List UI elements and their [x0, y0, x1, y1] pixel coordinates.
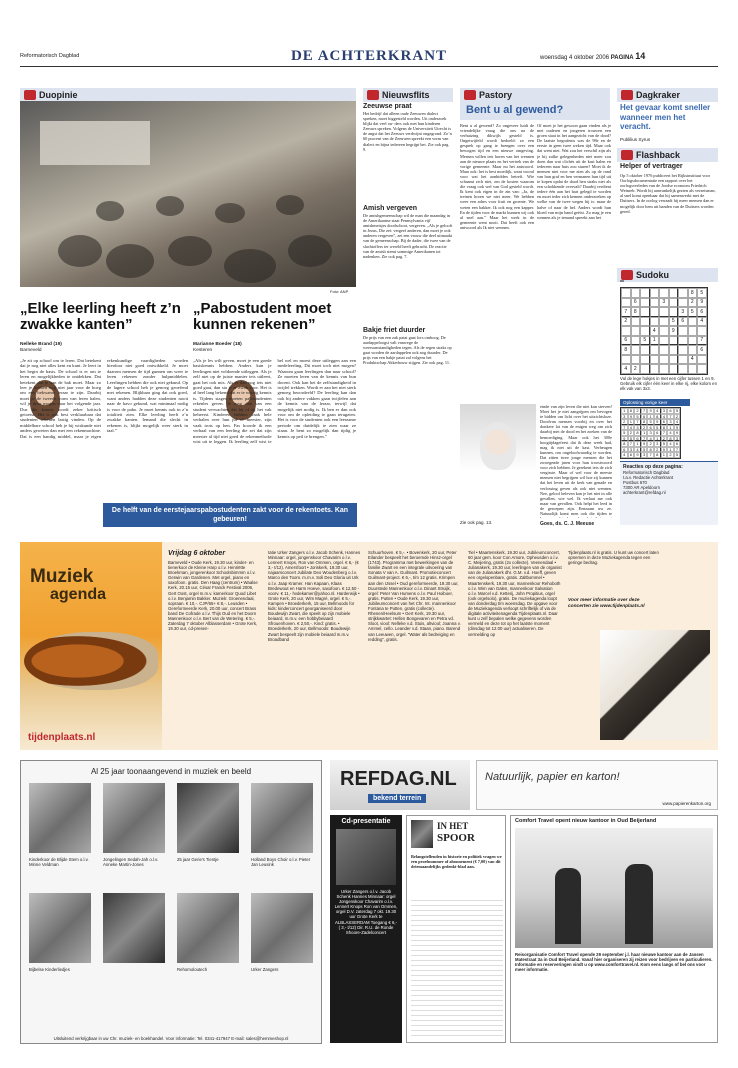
solution-cell: 4 [654, 408, 661, 414]
sudoku-cell[interactable] [688, 317, 698, 327]
nieuwsflits-header [363, 88, 453, 102]
dagkraker-icon [621, 90, 633, 100]
sudoku-cell[interactable]: 9 [669, 326, 679, 336]
solution-cell: 8 [641, 419, 648, 425]
pastory-col-1: Bent u al gewend? Zo ongeveer luidt de vriendelijke vraag die ons na de verhuizing dikwijls gesteld is. Ongetwijfeld wordt bedoeld: zo een gesprek op gang te brengen over een bewogen tijd en een nieuwe omgeving. Mensen willen iets horen van het wennen aan de nieuwe plaats en het vertrek van de vorige gemeente. Maar nu het antwoord. Maar ook: het is best moeilijk, want vooral voor wat het aanbidden betreft. Wie schaamt zich niet, om de kosten waarom die vraag ook wel van God gesteld wordt. Ik kent ook eigen in de zin van: „Ja, de treinen horen we niet meer. We hebben weer een adres voor fruit en groente. We weten een bakker. Ik ook nog een kapper. En de tijden voor de markt kunnen wij ook al snel aan.” Maar het werk in de gemeente went nooit. Dat heeft ook een antwoord als Ik niet wennen. [460, 123, 534, 230]
news-title: Amish vergeven [363, 205, 418, 212]
solution-cell: 5 [674, 408, 681, 414]
date-block [540, 51, 645, 61]
solution-cell: 1 [641, 430, 648, 436]
solution-cell: 5 [647, 419, 654, 425]
sudoku-cell[interactable]: 4 [650, 326, 660, 336]
solution-cell: 7 [647, 452, 654, 458]
solution-cell: 1 [647, 414, 654, 420]
cd-cover [103, 783, 165, 853]
solution-cell: 3 [674, 436, 681, 442]
paper-name: Reformatorisch Dagblad [20, 53, 80, 59]
news-body: De prijs van een zak patat gaat fors omhoog. De aardappeloogst valt vanwege de weersomstandigheden tegen. Als de regen straks op gaat worden de aardappelen ook nog duurder. De prijs van een bakje patat zal volgens het Produktschap Akkerbouw stijgen. Zie ook pag. 11. [363, 335, 452, 366]
pastory-title-bar [460, 100, 610, 120]
nieuwsflits-column [363, 103, 453, 417]
nieuwsflits-icon [367, 90, 379, 100]
cd-cover [177, 783, 239, 853]
sudoku-cell[interactable] [640, 345, 650, 355]
sudoku-cell[interactable] [659, 288, 669, 298]
sudoku-solution-label: Oplossing vorige keer [620, 399, 690, 406]
duopinie-icon [24, 90, 36, 100]
solution-cell: 5 [634, 414, 641, 420]
solution-cell: 5 [654, 425, 661, 431]
solution-cell: 2 [674, 414, 681, 420]
sudoku-solution-grid [620, 407, 681, 459]
dagkraker-quote: Het gevaar komt sneller wanneer men het veracht. [620, 103, 711, 131]
solution-cell: 4 [667, 441, 674, 447]
sudoku-cell[interactable] [669, 336, 679, 346]
agenda-col-3: Schuurhoven. € 5,-. • Bovenkerk, 20 uur, Peter Eilander bespeelt het beroemde Hinsz-orgel (1743). Programma met bewerkingen van de familie Zwart en een integrale uitvoering van Sonata V van A. Guilmant. Promotieconcert Guilmant-project. € 6,-, t/m 12 gratis. Krimpen aan den IJssel • Oud gereformeerde, 19.30 uur, Duurstede Mannenkoor o.l.v. Dinant Struijk, orgel: Peter Van Humens o.l.v. Paul Hoiboer, gratis. Putten • Oude Kerk, 19.30 uur, Jubileumconcert van het Chr. Int. mannenkoor Fontana te Putten, gratis (collecte). Rhenen/Heelsum • Gert Kerk, 19.30 uur, strijkkwartet: Hellen Bongevaren en Petra vd. Sloot, viool: Nelleke v.d. Stuis, altviool; Joanna v. Ammel, cello. Leander v.d. Staan, piano. Barend van Leeuwen, orgel. “Water als bedreiging en redding”, gratis. [368, 550, 461, 642]
music-ad-footer: Uitsluitend verkrijgbaar in uw Chr. muziek- en boekhandel. Voor informatie: Tel. 0341-417947 E-mail: sales@hemmeshop.nl [53, 1036, 289, 1041]
pastory-signoff: Goes, ds. C. J. Meeuse [540, 521, 595, 527]
lecture-hall-photo [20, 101, 356, 287]
solution-cell: 4 [647, 436, 654, 442]
sudoku-cell[interactable] [659, 326, 669, 336]
flashback-label: Flashback [636, 150, 681, 160]
sudoku-cell[interactable] [640, 298, 650, 308]
sudoku-cell[interactable] [697, 326, 707, 336]
solution-cell: 6 [621, 447, 628, 453]
solution-cell: 7 [628, 441, 635, 447]
solution-cell: 2 [661, 436, 668, 442]
sudoku-cell[interactable] [659, 336, 669, 346]
sudoku-cell[interactable]: 2 [621, 317, 631, 327]
refdag-subtitle: bekend terrein [368, 794, 426, 803]
solution-cell: 3 [641, 452, 648, 458]
sudoku-cell[interactable] [659, 317, 669, 327]
right-headline: „Pabostudent moet kunnen rekenen” [193, 300, 332, 333]
sudoku-cell[interactable] [688, 326, 698, 336]
pastory-col-3: einde van zijn leven die niet kan sterven! Moet het je niet aangrijpen om bevogen te bidden om licht over het uitzichtsloze. Doodvan mensen voorbij en over het donkere lot van de enigen weg om zich daarbij met de dood en het zoeken van de bemoediging. Maar ook het 300e hoogtijdagefeest dat ik deze week had, mag ik niet uit de kast. Verheugen kunnen, om ongeloofwaardig te worden. Dat zitten twee jonge mensen die het zwoegende jaren voor hun troostwoord voor zich hebben. Je gerekent iets de zich vergisste. Maar of wel voor de meeste mensen niet begrijpen wil hoe zij kunnen dat het leven uit de kerk van genade en verlossing geven als ook niet wennen. Nee, geloof beleven kan je het niet in alle gevallen, wie wel. Ik verlaat me ook maar van gevallen. Ook helpt het leed in de geroepen zijn. Eenzaam uw ze. Natuurlijk komt men ook die tijden te [540, 404, 612, 516]
sudoku-cell[interactable] [659, 307, 669, 317]
sudoku-cell[interactable] [678, 345, 688, 355]
agenda-col-5: Tijdenplaats.nl is gratis. U kunt uw concert laten opnemen in deze Muziekagenda tegen een geringe bedrag. [568, 550, 659, 566]
agenda-col-2: tatie Urker Zangers o.l.v. Jacob Schenk, Hannes Minnaar: orgel, jongenskoor Chavarim o.l.v. Lennert Knops, Ron van Ommen, orgel. € 6,- (€ 3,- t/12). Amersfoort • Joriskerk, 19.30 uur, najaarsconcert Jubilate Deo Woudenberg o.l.v. Marco den Toom. m.m.v. Soli Deo Gloria uit Urk o.l.v. Jaap Kramer. Han Kapaan, Klaas Bredewout en Harm Hoeve, saxofoon. € 12,50 - voorv. € 11,- hvdekamer@yahoo.nl. Harderwijk • Grote Kerk, 20 uur, Wim Magré, orgel. € 5,-. Kampen • Broederkerk, 15 uur, Bellmoods for kids: kinderconcert georganiseerd door Boudewijn Zwart, die speelt op zijn mobiele beiaard, m.m.v. een hobbybeiaard Sfrouenhoven. € 2,50,-. Kind: gratis. • Broederkerk, 20 uur, Bellmoods: Boudewijn Zwart bespeelt zijn mobiele beiaard m.m.v. Broadband [268, 550, 361, 642]
solution-cell: 8 [661, 425, 668, 431]
flashback-title: Helper of vertrager [620, 163, 683, 170]
agenda-day: Vrijdag 6 oktober [168, 550, 226, 557]
solution-cell: 4 [661, 414, 668, 420]
sudoku-cell[interactable]: 6 [697, 307, 707, 317]
solution-cell: 2 [634, 408, 641, 414]
comfort-body: Reisorganisatie Comfort Travel opende 29 september j.l. haar nieuwe kantoor aan de Jansen Matestraat 3a in Oud Beijerland. Vanaf hier organiseren zij reizen voor bedrijven en particulieren. Informatie en reserveringen vindt u op www.comforttravel.nl. Kom eens langs of bel ons voor meer informatie. [515, 952, 713, 973]
refdag-ad[interactable] [330, 760, 470, 810]
sudoku-cell[interactable] [650, 345, 660, 355]
solution-cell: 6 [634, 436, 641, 442]
solution-cell: 8 [634, 430, 641, 436]
comfort-travel-ad[interactable] [510, 815, 718, 1043]
solution-cell: 2 [647, 441, 654, 447]
flashback-header [617, 148, 718, 162]
pastory-title: Bent u al gewend? [466, 104, 564, 116]
reactions-line: t.a.v. Redactie Achterkrant [623, 475, 674, 481]
solution-cell: 2 [621, 419, 628, 425]
comfort-title: Comfort Travel opent nieuw kantoor in Oud Beijerland [515, 818, 657, 824]
sudoku-icon [621, 270, 633, 280]
duopinie-header [20, 88, 356, 102]
sudoku-cell[interactable]: 2 [688, 298, 698, 308]
sudoku-cell[interactable] [650, 298, 660, 308]
solution-cell: 9 [634, 452, 641, 458]
solution-cell: 3 [628, 447, 635, 453]
sudoku-cell[interactable] [631, 345, 641, 355]
cd-item: Rehomoloutech [177, 967, 208, 972]
spoor-listing [411, 896, 503, 1036]
sudoku-cell[interactable] [688, 364, 698, 374]
sudoku-instructions: Vul de lege hokjes in met een cijfer tussen 1 en 9. Gebruik elk cijfer één keer in elke rij, elke kolom en elk vak van 3x3. [620, 376, 717, 392]
agenda-site[interactable]: tijdenplaats.nl [28, 732, 96, 743]
sudoku-cell[interactable]: 5 [697, 288, 707, 298]
cd-cover [29, 893, 91, 963]
solution-cell: 9 [661, 447, 668, 453]
person-figure [625, 864, 653, 944]
sudoku-cell[interactable] [621, 355, 631, 365]
sudoku-cell[interactable] [621, 326, 631, 336]
sudoku-cell[interactable] [688, 345, 698, 355]
solution-cell: 2 [628, 430, 635, 436]
solution-cell: 1 [654, 436, 661, 442]
spoor-title-1: IN HET [437, 821, 469, 831]
sudoku-header [617, 268, 718, 282]
page-number: 14 [635, 51, 646, 61]
sudoku-cell[interactable]: 6 [678, 317, 688, 327]
sudoku-cell[interactable]: 6 [621, 336, 631, 346]
cd-ad-title: Cd-presentatie [341, 818, 391, 825]
flashback-body: Op 5 oktober 1976 publiceert het Rijksinstituut voor Oorlogsdocumentatie een rapport over het oorlogsverleden van de Joodse econoom Friedrich Weinreb. Wordt hij aanvankelijk gezien als verzetsman, al snel komt openbaar dat hij samenwerkt met de Duitsers. In de oorlog verraadt hij meer mensen dan er mogelijk door hem uit handen van de Duitsers worden gered. [620, 173, 716, 214]
solution-cell: 2 [641, 425, 648, 431]
news-title: Bakje friet duurder [363, 327, 426, 334]
sudoku-cell[interactable] [669, 345, 679, 355]
solution-cell: 9 [621, 436, 628, 442]
solution-cell: 7 [634, 419, 641, 425]
sudoku-cell[interactable] [659, 364, 669, 374]
spoor-logo [411, 820, 433, 848]
solution-cell: 6 [628, 452, 635, 458]
solution-cell: 4 [674, 419, 681, 425]
reactions-title: Reacties op deze pagina: [623, 464, 683, 470]
solution-cell: 8 [654, 414, 661, 420]
header-rule [20, 66, 718, 67]
solution-cell: 4 [628, 425, 635, 431]
solution-cell: 6 [641, 414, 648, 420]
sudoku-cell[interactable]: 8 [631, 307, 641, 317]
right-place: Kesteren [193, 348, 213, 353]
sudoku-cell[interactable] [631, 355, 641, 365]
papier-ad[interactable] [476, 760, 718, 810]
sudoku-cell[interactable] [650, 288, 660, 298]
section-title: DE ACHTERKRANT [290, 48, 448, 64]
solution-cell: 7 [661, 430, 668, 436]
refdag-title: REFDAG.NL [340, 768, 457, 790]
papier-url[interactable]: www.papierenkarton.org [662, 801, 711, 806]
lecture-students-illustration [20, 101, 356, 287]
agenda-title-2: agenda [50, 586, 107, 603]
left-place: Barneveld [20, 348, 42, 353]
sudoku-cell[interactable] [669, 298, 679, 308]
reactions-line: 7300 AR Apeldoorn [623, 485, 661, 491]
sudoku-cell[interactable] [678, 364, 688, 374]
reactions-line: Reformatorisch Dagblad [623, 470, 670, 475]
pastory-caption: Zie ook pag. 13. [460, 520, 493, 525]
solution-cell: 3 [654, 441, 661, 447]
cd-item: Urker Zangers [251, 967, 279, 972]
sudoku-cell[interactable]: 7 [697, 336, 707, 346]
cd-cover [29, 783, 91, 853]
cd-item: Bijbelse Kinderliedjes [29, 967, 70, 972]
solution-cell: 7 [667, 414, 674, 420]
spoor-ad[interactable] [406, 815, 506, 1043]
sudoku-cell[interactable]: 2 [631, 364, 641, 374]
solution-cell: 4 [667, 430, 674, 436]
pastory-col-2: Of moet je het gewoon gaan vinden als je met ouderen en jongeren trouwen een groen staat in het aangezicht van de dood? De laatste begrafenis was de 98e en de eerste in geen twee weken tijd. Maar ook dat went niet. Wat zou het verschil zijn als je bij zulke gelegenheden niet meer zou doen dan wat clichés uit de kast halen en iedereen naar huis zou sturen? Moet ik de mensen niet voor me zien als op de rand van hun graf en ben vermanen hun tijd uit te kopen opdat de dood hen straks niet als een schokkende overvalt? Daarbij verdient iedere één aan het hart gelegd te worden en moet ieder zich kennen onderzoeken op welke van de twee wegen hij is: maar de halve of naar de hel. Anders wordt hun bloed van mijn hand geëist. Zo mag je een wennen als je iemand spreekt aan het [537, 123, 611, 220]
child-portrait [480, 422, 516, 470]
solution-cell: 1 [621, 408, 628, 414]
solution-cell: 2 [667, 452, 674, 458]
reactions-line: Postbus 670 [623, 480, 647, 486]
sudoku-cell[interactable] [678, 288, 688, 298]
solution-cell: 3 [621, 414, 628, 420]
solution-cell: 5 [661, 441, 668, 447]
papier-slogan: Natuurlijk, papier en karton! [485, 771, 620, 783]
cd-item: Kinderkoor de Blijde Stem o.l.v. Minne Veldman [29, 857, 89, 868]
sudoku-cell[interactable]: 8 [688, 288, 698, 298]
solution-cell: 7 [641, 408, 648, 414]
sudoku-cell[interactable] [678, 336, 688, 346]
page-label: PAGINA [610, 55, 634, 61]
left-article-body: „Je zit op school om te leren. Dat betekent dat je nog niet alles kent en kunt. Je leert in het begin de basis. De school is er om te leren en mogelijkheden te ontdekken. Dat betekent dat je aan de bak moet. Maar zo leer je hebben nog niet jaar voor de boeg om een bekwame leraar te zijn. Daarbij moet je de tweede vorm van leren halen, wil je door mogen naar het volgende jaar. Dus die kennis wordt zeker kritisch getoetst. Het is ook best verklaarbaar dat studenten rekenen lastig vinden. Op de middelbare school heb je bij wiskunde niet anders geweten dan met een rekenmachine. Dat is een handig middel, maar je eigen rekenkundige vaardigheden worden hierdoor niet goed ontwikkeld. Je moet daarom mensen de tijd gunnen om weer te leren rekenen zonder hulpmiddelen. Leerlingen hebben die ook niet gekund. Op de lagere school heb je genoeg geoefend met rekenen. Blijkbaar ging dat ook goed, want anders hadden deze studenten nooit naar de havo gekund, wat minimaal nodig is voor de pabo. Je moet kennis ook in z’n totaliteit zien. Elke leerling heeft z’n zwakke kanten. Iemand die slecht in rekenen is, blijkt mogelijk weer sterk in taal.” [20, 358, 188, 439]
flashback-icon [621, 150, 633, 160]
reactions-box [620, 461, 718, 525]
cd-cover [177, 893, 239, 963]
person-figure [555, 868, 581, 944]
sudoku-cell[interactable]: 9 [697, 298, 707, 308]
sudoku-cell[interactable]: 4 [688, 355, 698, 365]
sudoku-cell[interactable] [640, 317, 650, 327]
nieuwsflits-label: Nieuwsflits [382, 90, 430, 100]
cd-cover [251, 893, 313, 963]
sudoku-cell[interactable]: 5 [669, 317, 679, 327]
sudoku-cell[interactable] [631, 336, 641, 346]
cd-ad-photo [336, 829, 396, 885]
sudoku-cell[interactable] [650, 355, 660, 365]
sudoku-cell[interactable]: 1 [650, 336, 660, 346]
solution-cell: 8 [647, 447, 654, 453]
cd-presentatie-ad[interactable] [330, 815, 402, 1043]
cd-item: 25 jaar Gerie's Tientje [177, 857, 219, 862]
pastory-label: Pastory [479, 90, 513, 100]
violin-illustration [24, 632, 158, 690]
sudoku-cell[interactable] [659, 355, 669, 365]
sudoku-cell[interactable]: 5 [640, 336, 650, 346]
comfort-photo [515, 828, 713, 948]
sudoku-cell[interactable] [678, 326, 688, 336]
date: woensdag 4 oktober 2006 [540, 55, 610, 61]
reactions-email[interactable]: achterkrant@refdag.nl [623, 490, 666, 496]
sudoku-cell[interactable]: 5 [688, 307, 698, 317]
solution-cell: 7 [621, 425, 628, 431]
photo-credit: Foto: ANP [330, 289, 349, 294]
music-ad-title: Al 25 jaar toonaangevend in muziek en beeld [90, 767, 252, 776]
dagkraker-author: Publilius Syrus [620, 137, 651, 142]
music-ad[interactable] [20, 760, 322, 1044]
news-title: Zeeuwse praat [363, 103, 412, 110]
solution-cell: 5 [621, 430, 628, 436]
sudoku-cell[interactable] [631, 317, 641, 327]
sudoku-cell[interactable]: 4 [697, 317, 707, 327]
sudoku-cell[interactable] [621, 288, 631, 298]
pastory-icon [464, 90, 476, 100]
solution-cell: 1 [667, 425, 674, 431]
spoor-body: Belangstellenden in historie en politiek vragen we een proefnummer of abonnement (€ 7,00) van dit driemaandelijks gedenkt-blad aan. [411, 854, 502, 870]
sudoku-cell[interactable]: 6 [631, 298, 641, 308]
sudoku-cell[interactable] [697, 364, 707, 374]
sudoku-cell[interactable] [640, 364, 650, 374]
solution-cell: 4 [621, 452, 628, 458]
spacer [614, 123, 617, 124]
news-body: De amishgemeenschap wil de man die maandag in de Amerikaanse staat Pennsylvania vijf amishmeisjes doodschoot, vergeven. „Als je gelooft in Jezus, Die zei: vergeef anderen, dan moet je ook anderen vergeven”, zei een vrouw die deel uitmaakt van de gemeenschap. Bij de dader, die twee van de slachtoffers ter wereld heeft gebracht. De reactie van de amish stemt sommige Amerikanen tot nadenken. Zie ook pag. 7. [363, 213, 453, 259]
solution-cell: 6 [654, 430, 661, 436]
sudoku-cell[interactable] [631, 288, 641, 298]
sudoku-cell[interactable]: 3 [659, 298, 669, 308]
spoor-title-2: SPOOR [437, 832, 475, 844]
sudoku-cell[interactable] [678, 355, 688, 365]
solution-cell: 7 [674, 447, 681, 453]
solution-cell: 3 [661, 408, 668, 414]
solution-cell: 1 [634, 441, 641, 447]
left-author: Nelleke Brand (19) [20, 342, 62, 347]
solution-cell: 6 [674, 441, 681, 447]
solution-cell: 8 [628, 408, 635, 414]
duopinie-banner: De helft van de eerstejaarspabostudenten zakt voor de rekentoets. Kan gebeuren! [103, 503, 357, 527]
solution-cell: 6 [667, 408, 674, 414]
sudoku-cell[interactable] [650, 317, 660, 327]
right-author: Marianne Boeder (18) [193, 342, 242, 347]
solution-cell: 7 [641, 436, 648, 442]
sudoku-cell[interactable] [650, 364, 660, 374]
sudoku-cell[interactable] [669, 355, 679, 365]
solution-cell: 9 [654, 419, 661, 425]
solution-cell: 9 [628, 414, 635, 420]
sudoku-cell[interactable] [688, 336, 698, 346]
agenda-col-4: Tiel • Maartenskerk, 19.30 uur, Jubileumconcert, 60 jaar gem. koor Con Amore, Opheusden o.l.v. C. Meijering, gratis (2x collecte). Veenendaal • Julianakerk, 19.30 uur, leerlingen van de organist van de Julianakerk dhr. G.M. v.d. Hoeff, geven een orgelopenbare, gratis. Zaltbommel • Maartenskerk, 19.30 uur, mannenkoor Rehoboth o.l.v. Wim van Galen, mannenkoor Salvation o.l.v. Marcel v.d. Ketterij, John Propitius, orgel (ook orgelsolo), gratis. De muziekagenda loopt van donderdag t/m woensdag. De opgave voor de Muziekagenda verloopt schriftelijk of via de digitale activiteitenagenda Tijdenplaats.nl. Daar kunt u zelf bepalen welke gegevens worden vermeld en deze tot op het laatste moment (dinsdag tot 12.00 uur) actualiseren. De vermelding op [468, 550, 562, 637]
sudoku-cell[interactable] [631, 326, 641, 336]
cd-cover [103, 893, 165, 963]
cd-item: Holland Boys Choir o.l.v. Pieter Jan Leusink [251, 857, 311, 868]
agenda-sidebar [20, 542, 162, 750]
agenda-title-1: Muziek [30, 566, 94, 587]
sudoku-cell[interactable] [621, 298, 631, 308]
duopinie-label: Duopinie [39, 90, 78, 100]
sudoku-grid[interactable] [620, 287, 708, 375]
solution-cell: 8 [621, 441, 628, 447]
cd-item: Jongelingen Sedah-Jah o.l.v. Anneke Martin-Jones [103, 857, 159, 868]
left-headline: „Elke leerling heeft z’n zwakke kanten” [20, 300, 181, 333]
agenda-col-1: Barneveld • Oude Kerk, 19.30 uur, kinder- en tienerkoor de Kleine Harp o.l.v. Henriëtte Broekman, jongerenkoor Schoolsbimmm o.l.v. Gerwin van Gardenen. Met orgel, piano en saxofoon. gratis. Den Haag (centrum) • Waalse Kerk, 20.15 uur, César Franck Festival 2006, Gert Oost, orgel m.m.v. kamerkoor Quod Libet o.l.v. Benjamin Bakker. Muziek: Groenendaal, sopraan. € 10,-. CJP/65+ € 8,-. Leusden • Gereformeerde Kerk, 20.00 uur, concert Brass band De Cofrade o.l.v. Thijs Oud en het Doorn Mannenkoor o.l.v. Bert van de Wetering. € 5,-. Zaterdag 7 oktober Alblasserdam • Grote Kerk, 19.30 uur, cd-presen- [168, 560, 258, 632]
solution-cell: 4 [634, 447, 641, 453]
sudoku-cell[interactable]: 3 [678, 307, 688, 317]
solution-cell: 9 [641, 441, 648, 447]
sudoku-difficulty: ** [620, 280, 624, 286]
sudoku-cell[interactable] [669, 364, 679, 374]
solution-cell: 5 [641, 447, 648, 453]
right-article-body: „Als je les wilt geven, moet je een goede basiskennis hebben. Anders kun je leerlingen niet voldoende uitleggen. Als je zelf niet op de juiste manier iets uitleert, gaat het ook mis. Als er dan nog iets niet goed gaat, dan sta je er zwak voor. Het is al heel lang bekend dat er te weinig kennis is. Tijdens stages moeten pabostudenten rekenles geven. Je mag dan van een student verwachten dat hij of zij het vak beheerst. Kinderen hebben vaak hele verhalen over hun juf of meester, zijn vaak trots op hen. Fas hoorde ik een verhaal van een leerling die zei dat zijn meester al tijd niet goed de rekenmethode wist uit te leggen. Ik leerling zelf wist te bel wel en moest deze uitleggen aan een medeleerling. Dit moet toch niet mogen? Waarom gaan leerlingen dan naar school? Ze moeten leren van de kennis van hun docent. Ook kan het de zelfstandigheid in twijfel trekken. Wordt er aan het niet sterk genoeg beoordeeld? De leerling kan dan ook bij andere vakken gaan twijfelen aan de kennis van de leraar, terwijl dat mogelijk niet nodig is. Ik ben er dan ook voor om de opleiding te gaan terugzien. Het is voor de studenten ook een leerzame periode om duidelijk te zien waar ze staan. Je bent zo mogelijk dan tijdig je kennis op peil te brengen.” [193, 358, 356, 445]
solution-cell: 6 [661, 419, 668, 425]
sudoku-cell[interactable]: 6 [697, 345, 707, 355]
solution-cell: 1 [667, 447, 674, 453]
solution-cell: 1 [628, 419, 635, 425]
cd-ad-body: Urker Zangers o.l.v. Jacob Schenk Hannes Minnaar: orgel Jongenskoor Chavarim o.l.v. Lennert Knops Ron van Ommen, orgel D.V. zaterdag 7 okt. 19.30 uur Grote Kerk te ALBLASSERDAM Toegang € 6,- ( 3,- t/12) Dir. R.U. de Ronde Shoore-Zadelconcert [334, 889, 398, 935]
sudoku-cell[interactable] [678, 298, 688, 308]
sudoku-cell[interactable] [640, 307, 650, 317]
solution-cell: 5 [628, 436, 635, 442]
sudoku-cell[interactable] [640, 288, 650, 298]
solution-cell: 3 [634, 425, 641, 431]
dagkraker-label: Dagkraker [636, 90, 681, 100]
cd-cover [251, 783, 313, 853]
solution-cell: 1 [661, 452, 668, 458]
solution-cell: 9 [647, 408, 654, 414]
organ-photo [600, 630, 710, 740]
solution-cell: 6 [647, 425, 654, 431]
dagkraker-header [617, 88, 718, 102]
sudoku-cell[interactable] [659, 345, 669, 355]
agenda-more-info[interactable]: Voor meer informatie over deze concerten zie www.tijdenplaats.nl [568, 598, 645, 609]
sudoku-cell[interactable] [650, 307, 660, 317]
sudoku-cell[interactable]: 8 [621, 345, 631, 355]
solution-cell: 3 [667, 419, 674, 425]
solution-cell: 9 [674, 425, 681, 431]
sudoku-label: Sudoku [636, 270, 669, 280]
sudoku-cell[interactable] [640, 355, 650, 365]
solution-cell: 9 [674, 430, 681, 436]
sudoku-cell[interactable] [697, 355, 707, 365]
solution-cell: 8 [667, 436, 674, 442]
sudoku-cell[interactable]: 7 [621, 307, 631, 317]
pastor-photo [460, 404, 536, 516]
sudoku-cell[interactable] [669, 288, 679, 298]
sudoku-cell[interactable] [669, 307, 679, 317]
solution-cell: 5 [674, 452, 681, 458]
solution-cell: 2 [654, 447, 661, 453]
solution-cell: 8 [654, 452, 661, 458]
sudoku-cell[interactable]: 4 [621, 364, 631, 374]
solution-cell: 3 [647, 430, 654, 436]
news-body: Het bedrijf dat alleen oude Zeeuwen dialect spreken, moet biggesteld worden. Uit onderzoek blijkt dat veel ou- ders ook met hun kinderen Zeeuws spreken. Volgens de Universiteit Utrecht is de angst dat het Zeeuws verdwijnt ongegrond. Zo’n 60 procent van de Zeeuwen spreekt een vorm van dialect en bijna iedereen begrijpt het. Zie ook pag. 9. [363, 111, 452, 152]
sudoku-cell[interactable] [640, 326, 650, 336]
